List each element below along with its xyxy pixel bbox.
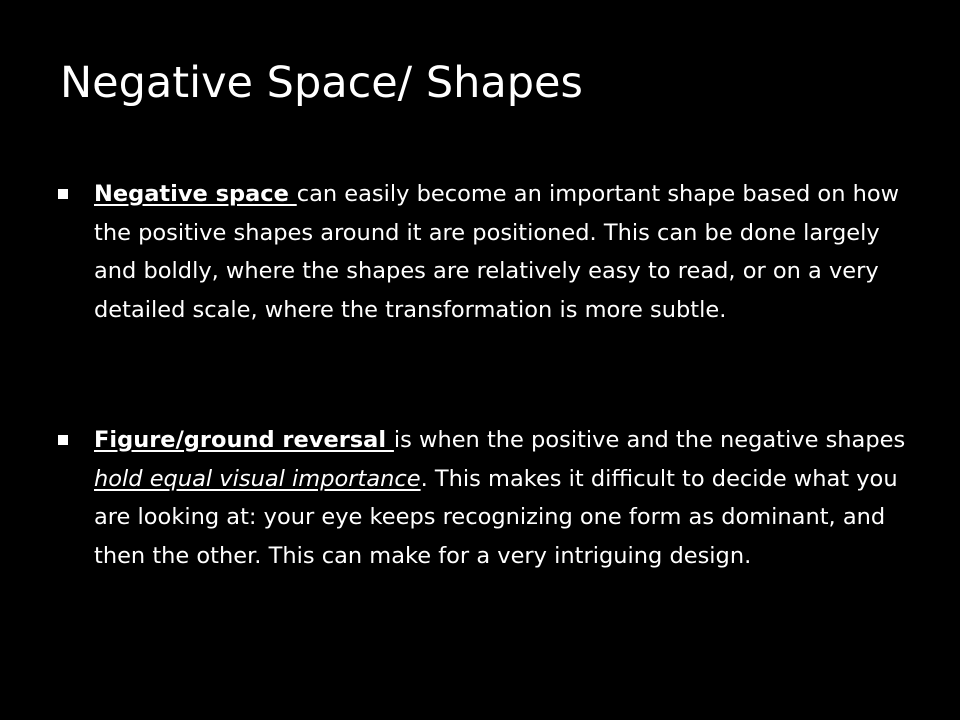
bullet-body: can easily become an important shape based on how the positive shapes around it are positioned. This can be done largely and boldly, where the shapes are relatively easy to read, or on a very detailed scale, where the transformation is more subtle. (94, 181, 900, 323)
bullet-body-end: . This makes it difficult to decide what you are looking at: your eye keeps recognizing one form as dominant, and then the other. This can make for a very intriguing design. (94, 465, 898, 569)
bullet-item-figure-ground (58, 421, 908, 575)
square-bullet-icon (58, 189, 68, 199)
emphasis-equal-importance: hold equal visual importance (94, 465, 421, 492)
term-negative-space: Negative space (94, 181, 297, 207)
bullet-item-negative-space (58, 175, 908, 329)
slide-title: Negative Space/ Shapes (60, 58, 583, 108)
square-bullet-icon (58, 435, 68, 445)
bullet-text (94, 175, 908, 329)
bullet-body-start: is when the positive and the negative shapes (393, 427, 906, 453)
term-figure-ground-reversal: Figure/ground reversal (94, 427, 394, 453)
bullet-text (94, 421, 908, 575)
